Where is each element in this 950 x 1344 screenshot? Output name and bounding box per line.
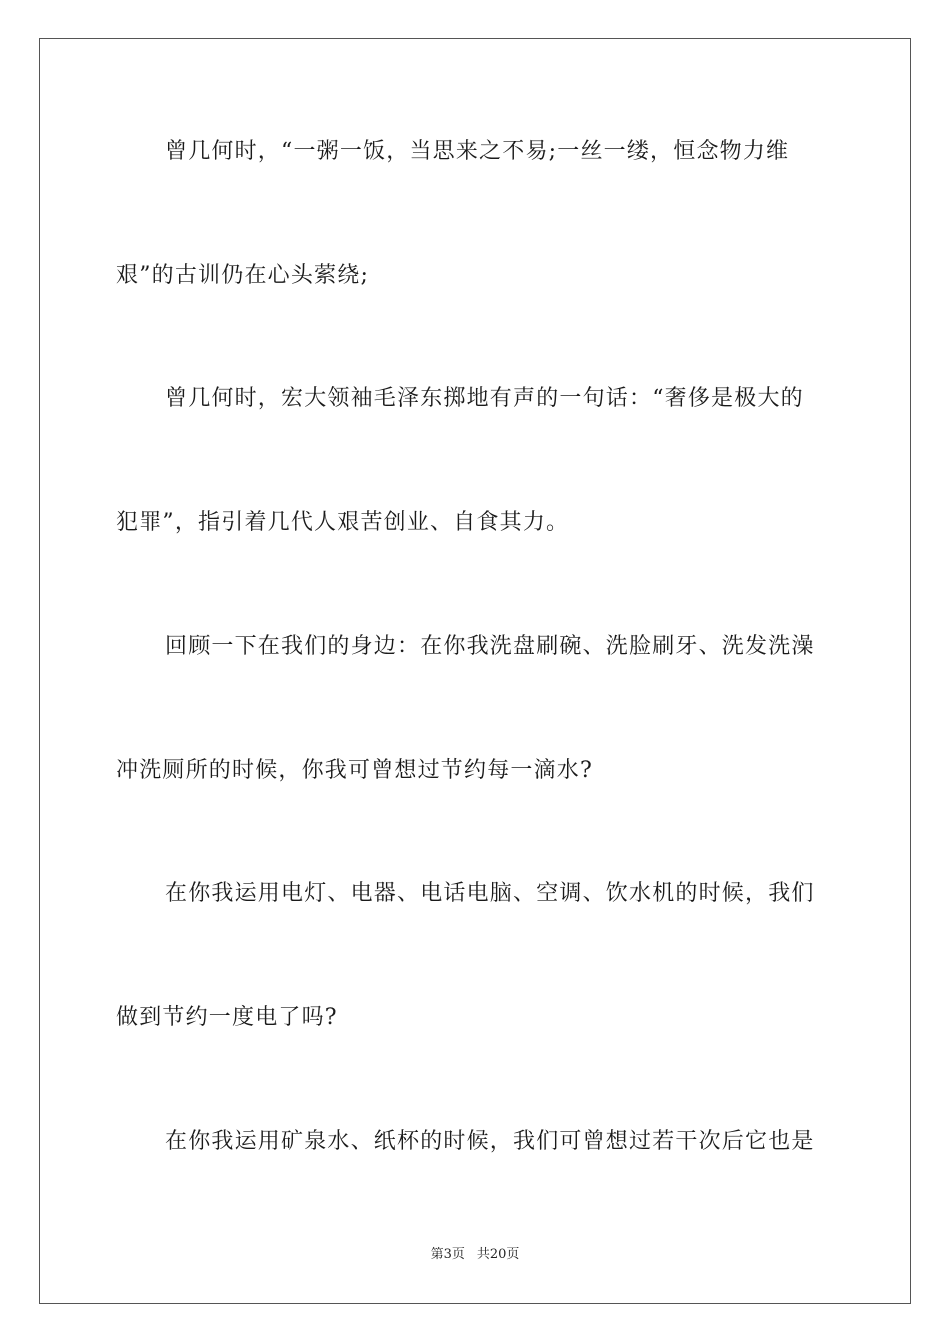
paragraph-3-line-2: 冲洗厕所的时候，你我可曾想过节约每一滴水? [116,758,593,783]
paragraph-5-line-1: 在你我运用矿泉水、纸杯的时候，我们可曾想过若干次后它也是 [165,1129,815,1154]
paragraph-3-line-1: 回顾一下在我们的身边：在你我洗盘刷碗、洗脸刷牙、洗发洗澡 [165,634,815,659]
page-total: 共20页 [476,1247,520,1262]
paragraph-4-line-1: 在你我运用电灯、电器、电话电脑、空调、饮水机的时候，我们 [165,881,815,906]
paragraph-1-line-1: 曾几何时，“一粥一饭，当思来之不易;一丝一缕，恒念物力维 [165,139,790,164]
paragraph-2-line-1: 曾几何时，宏大领袖毛泽东掷地有声的一句话：“奢侈是极大的 [165,386,804,411]
page-number: 第3页 [430,1247,465,1262]
paragraph-1-line-2: 艰”的古训仍在心头萦绕; [116,263,370,288]
paragraph-2-line-2: 犯罪”，指引着几代人艰苦创业、自食其力。 [116,510,570,535]
paragraph-4-line-2: 做到节约一度电了吗? [116,1005,338,1030]
page-footer [0,1246,950,1264]
page-frame [39,38,911,1304]
